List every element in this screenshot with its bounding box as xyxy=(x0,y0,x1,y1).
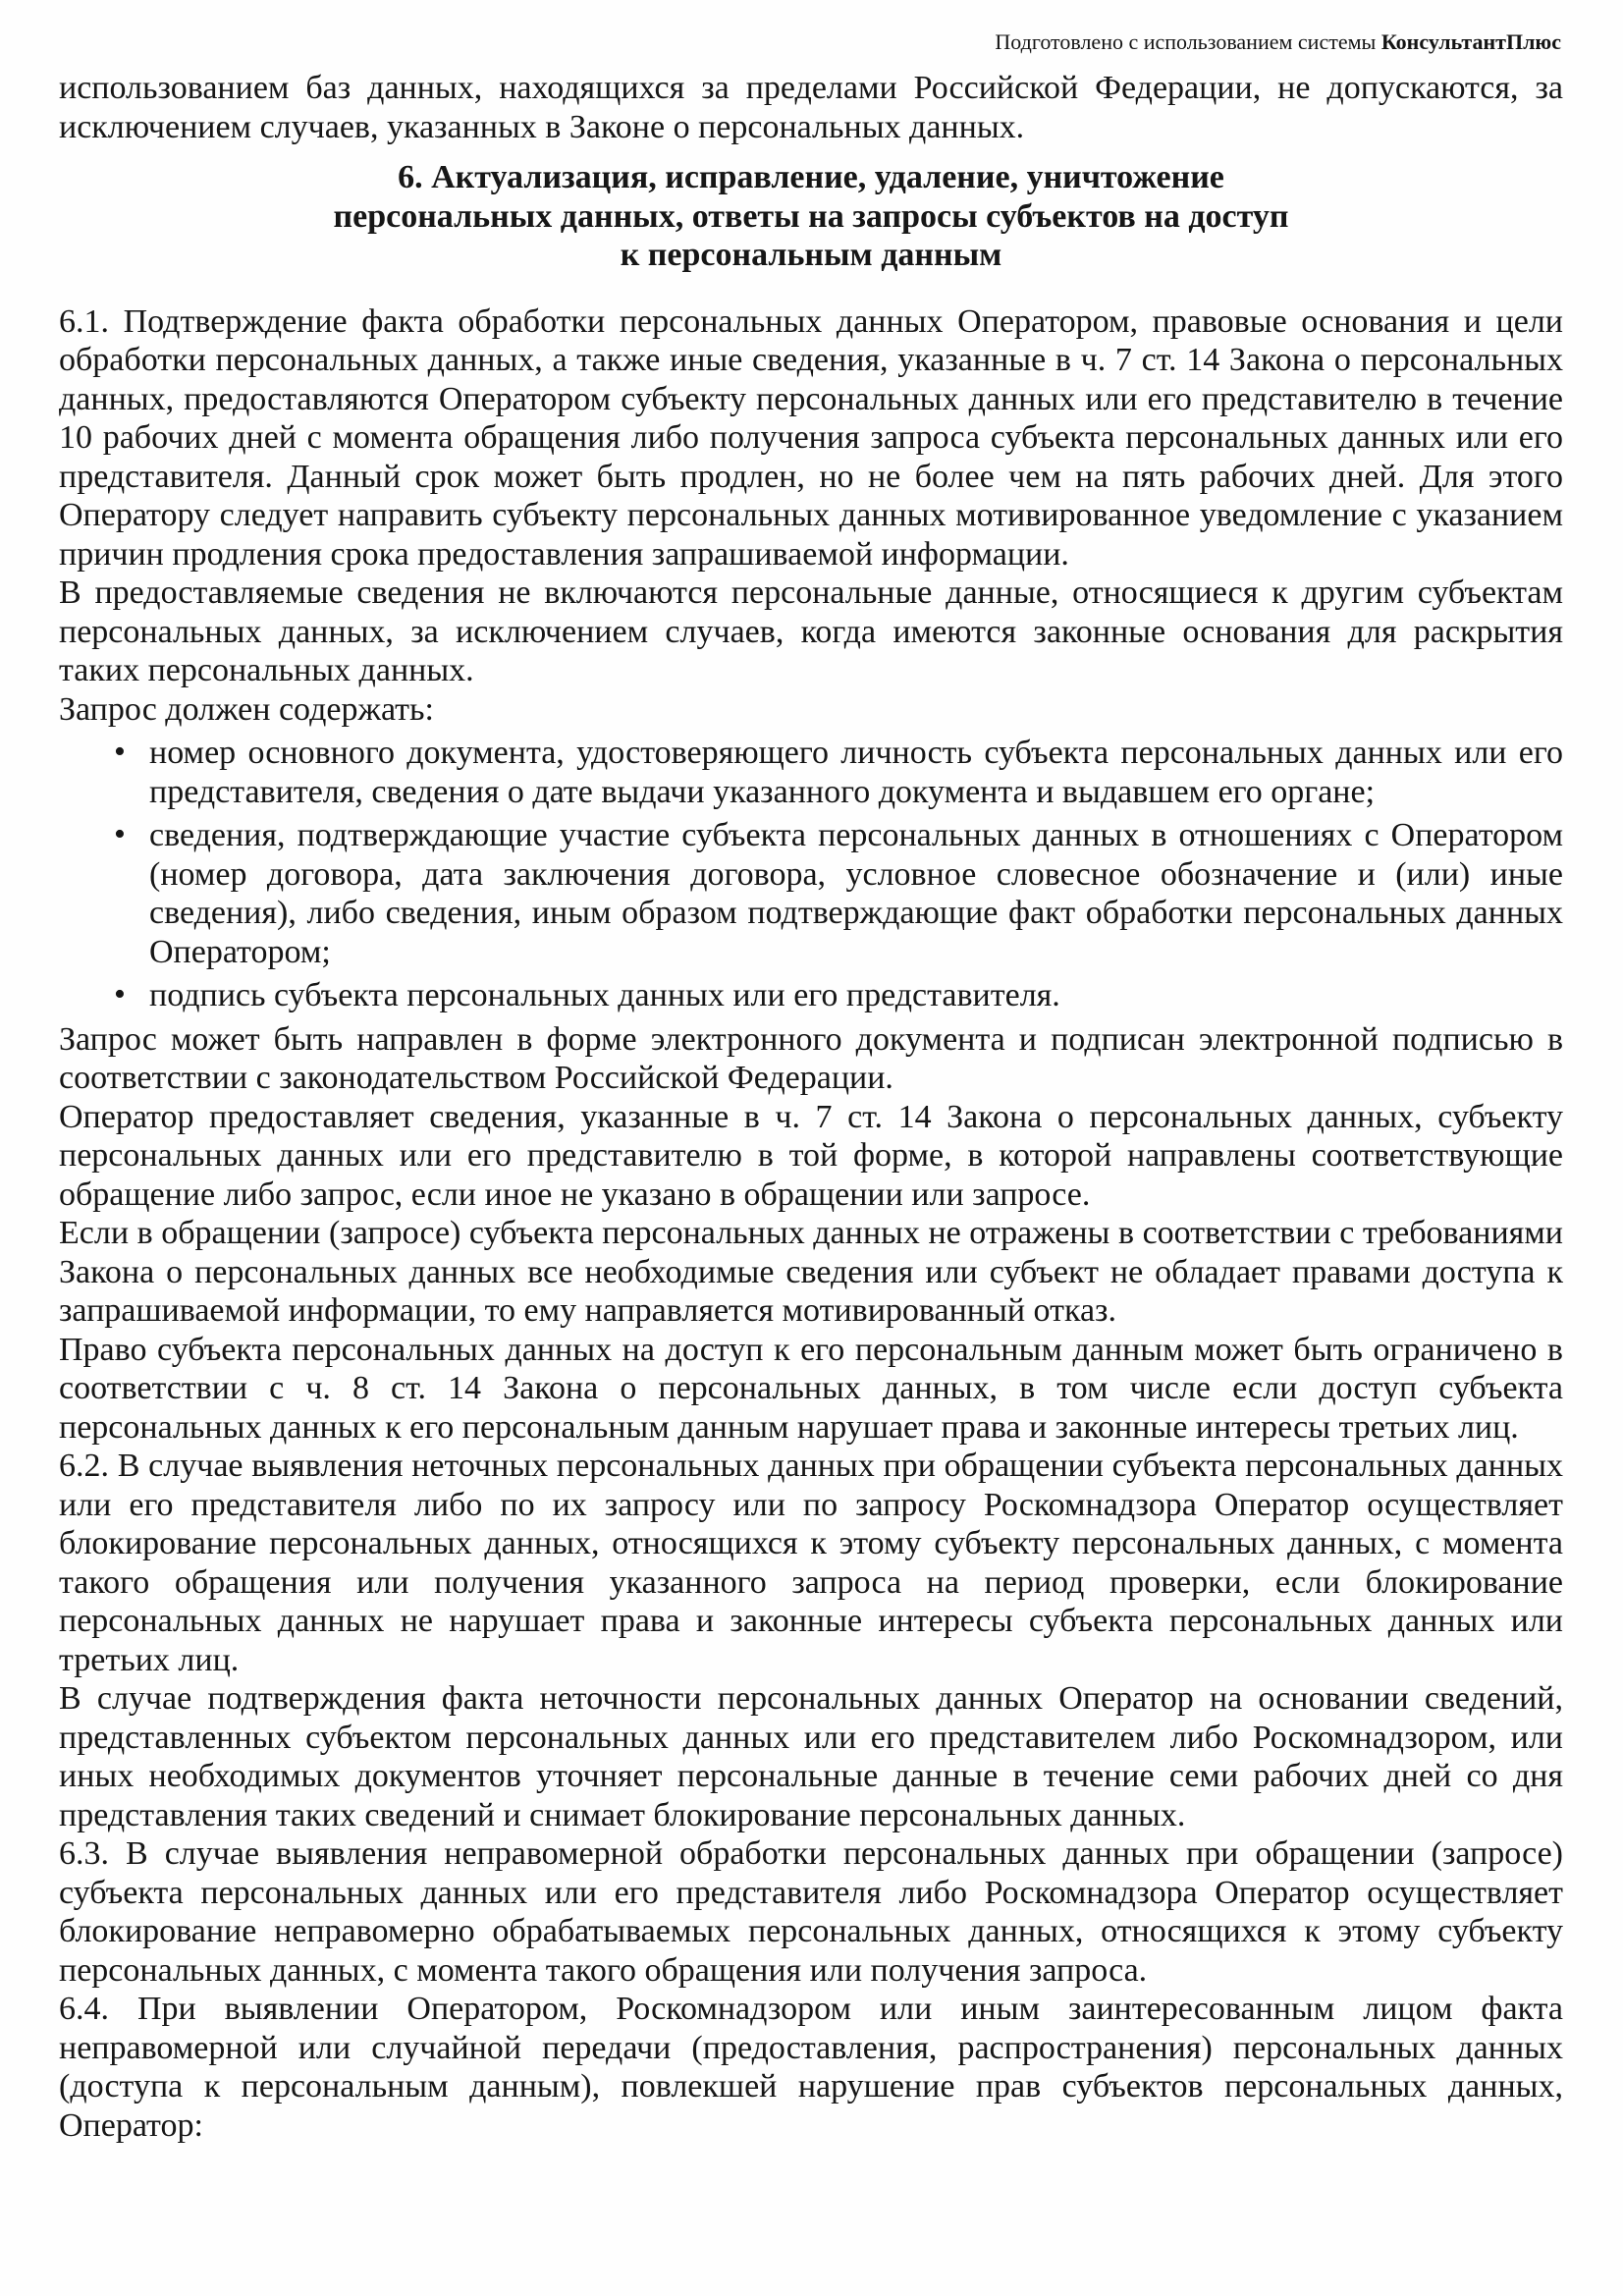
bullet-icon: • xyxy=(114,734,126,770)
list-item-text: подпись субъекта персональных данных или его представителя. xyxy=(149,977,1060,1013)
paragraph-refusal: Если в обращении (запросе) субъекта персональных данных не отражены в соответствии с требованиями Закона о персональных данных все необходимые сведения или субъект не обладает правами доступа к запрашиваемой информации, то ему направляется мотивированный отказ. xyxy=(59,1215,1563,1329)
list-item xyxy=(59,734,1563,811)
paragraph-6-3: 6.3. В случае выявления неправомерной обработки персональных данных при обращении (запросе) субъекта персональных данных или его представителя либо Роскомнадзора Оператор осуществляет блокирование неправомерно обрабатываемых персональных данных, относящихся к этому субъекту персональных данных, с момента такого обращения или получения запроса. xyxy=(59,1835,1563,1989)
paragraph-operator-provides: Оператор предоставляет сведения, указанные в ч. 7 ст. 14 Закона о персональных данных, субъекту персональных данных или его представителю в той форме, в которой направлены соответствующие обращение либо запрос, если иное не указано в обращении или запросе. xyxy=(59,1098,1563,1213)
note-prefix-text: Подготовлено с использованием системы xyxy=(995,29,1381,54)
consultantplus-note xyxy=(995,29,1561,55)
paragraph-request-intro: Запрос должен содержать: xyxy=(59,690,434,728)
intro-paragraph: использованием баз данных, находящихся за пределами Российской Федерации, не допускаются, за исключением случаев, указанных в Законе о персональных данных. xyxy=(59,70,1563,145)
section-heading xyxy=(59,158,1563,275)
bullet-icon: • xyxy=(114,816,126,852)
bullet-icon: • xyxy=(114,976,126,1012)
list-item-text: сведения, подтверждающие участие субъекта персональных данных в отношениях с Оператором (номер договора, дата заключения договора, условное словесное обозначение и (или) иные сведения), либо сведения, иным образом подтверждающие факт обработки персональных данных Оператором; xyxy=(149,817,1563,970)
section-heading-line-3: к персональным данным xyxy=(620,237,1002,273)
paragraph-access-limit: Право субъекта персональных данных на доступ к его персональным данным может быть ограничено в соответствии с ч. 8 ст. 14 Закона о персональных данных, в том числе если доступ субъекта персональных данных к его персональным данным нарушает права и законные интересы третьих лиц. xyxy=(59,1331,1563,1446)
list-item xyxy=(59,816,1563,971)
list-item xyxy=(59,976,1563,1015)
paragraph-6-1: 6.1. Подтверждение факта обработки персональных данных Оператором, правовые основания и цели обработки персональных данных, а также иные сведения, указанные в ч. 7 ст. 14 Закона о персональных данных, предоставляются Оператором субъекту персональных данных или его представителю в течение 10 рабочих дней с момента обращения либо получения запроса субъекта персональных данных или его представителя. Данный срок может быть продлен, но не более чем на пять рабочих дней. Для этого Оператору следует направить субъекту персональных данных мотивированное уведомление с указанием причин продления срока предоставления запрашиваемой информации. xyxy=(59,302,1563,573)
document-content xyxy=(59,69,1563,2145)
paragraph-electronic-request: Запрос может быть направлен в форме электронного документа и подписан электронной подписью в соответствии с законодательством Российской Федерации. xyxy=(59,1020,1563,1096)
paragraph-6-2: 6.2. В случае выявления неточных персональных данных при обращении субъекта персональных данных или его представителя либо по их запросу или по запросу Роскомнадзора Оператор осуществляет блокирование персональных данных, относящихся к этому субъекту персональных данных, с момента такого обращения или получения указанного запроса на период проверки, если блокирование персональных данных не нарушает права и законные интересы субъекта персональных данных или третьих лиц. xyxy=(59,1448,1563,1678)
section-heading-line-1: 6. Актуализация, исправление, удаление, уничтожение xyxy=(398,159,1224,195)
note-brand-text: КонсультантПлюс xyxy=(1380,29,1561,54)
paragraph-inaccuracy-confirmed: В случае подтверждения факта неточности персональных данных Оператор на основании сведений, представленных субъектом персональных данных или его представителем либо Роскомнадзором, или иных необходимых документов уточняет персональные данные в течение семи рабочих дней со дня представления таких сведений и снимает блокирование персональных данных. xyxy=(59,1680,1563,1833)
list-item-text: номер основного документа, удостоверяющего личность субъекта персональных данных или его представителя, сведения о дате выдачи указанного документа и выдавшем его органе; xyxy=(149,735,1563,810)
paragraph-6-4: 6.4. При выявлении Оператором, Роскомнадзором или иным заинтересованным лицом факта неправомерной или случайной передачи (предоставления, распространения) персональных данных (доступа к персональным данным), повлекшей нарушение прав субъектов персональных данных, Оператор: xyxy=(59,1991,1563,2144)
request-requirements-list xyxy=(59,734,1563,1015)
paragraph-provided-info: В предоставляемые сведения не включаются персональные данные, относящиеся к другим субъектам персональных данных, за исключением случаев, когда имеются законные основания для раскрытия таких персональных данных. xyxy=(59,574,1563,688)
section-heading-line-2: персональных данных, ответы на запросы субъектов на доступ xyxy=(333,197,1289,235)
